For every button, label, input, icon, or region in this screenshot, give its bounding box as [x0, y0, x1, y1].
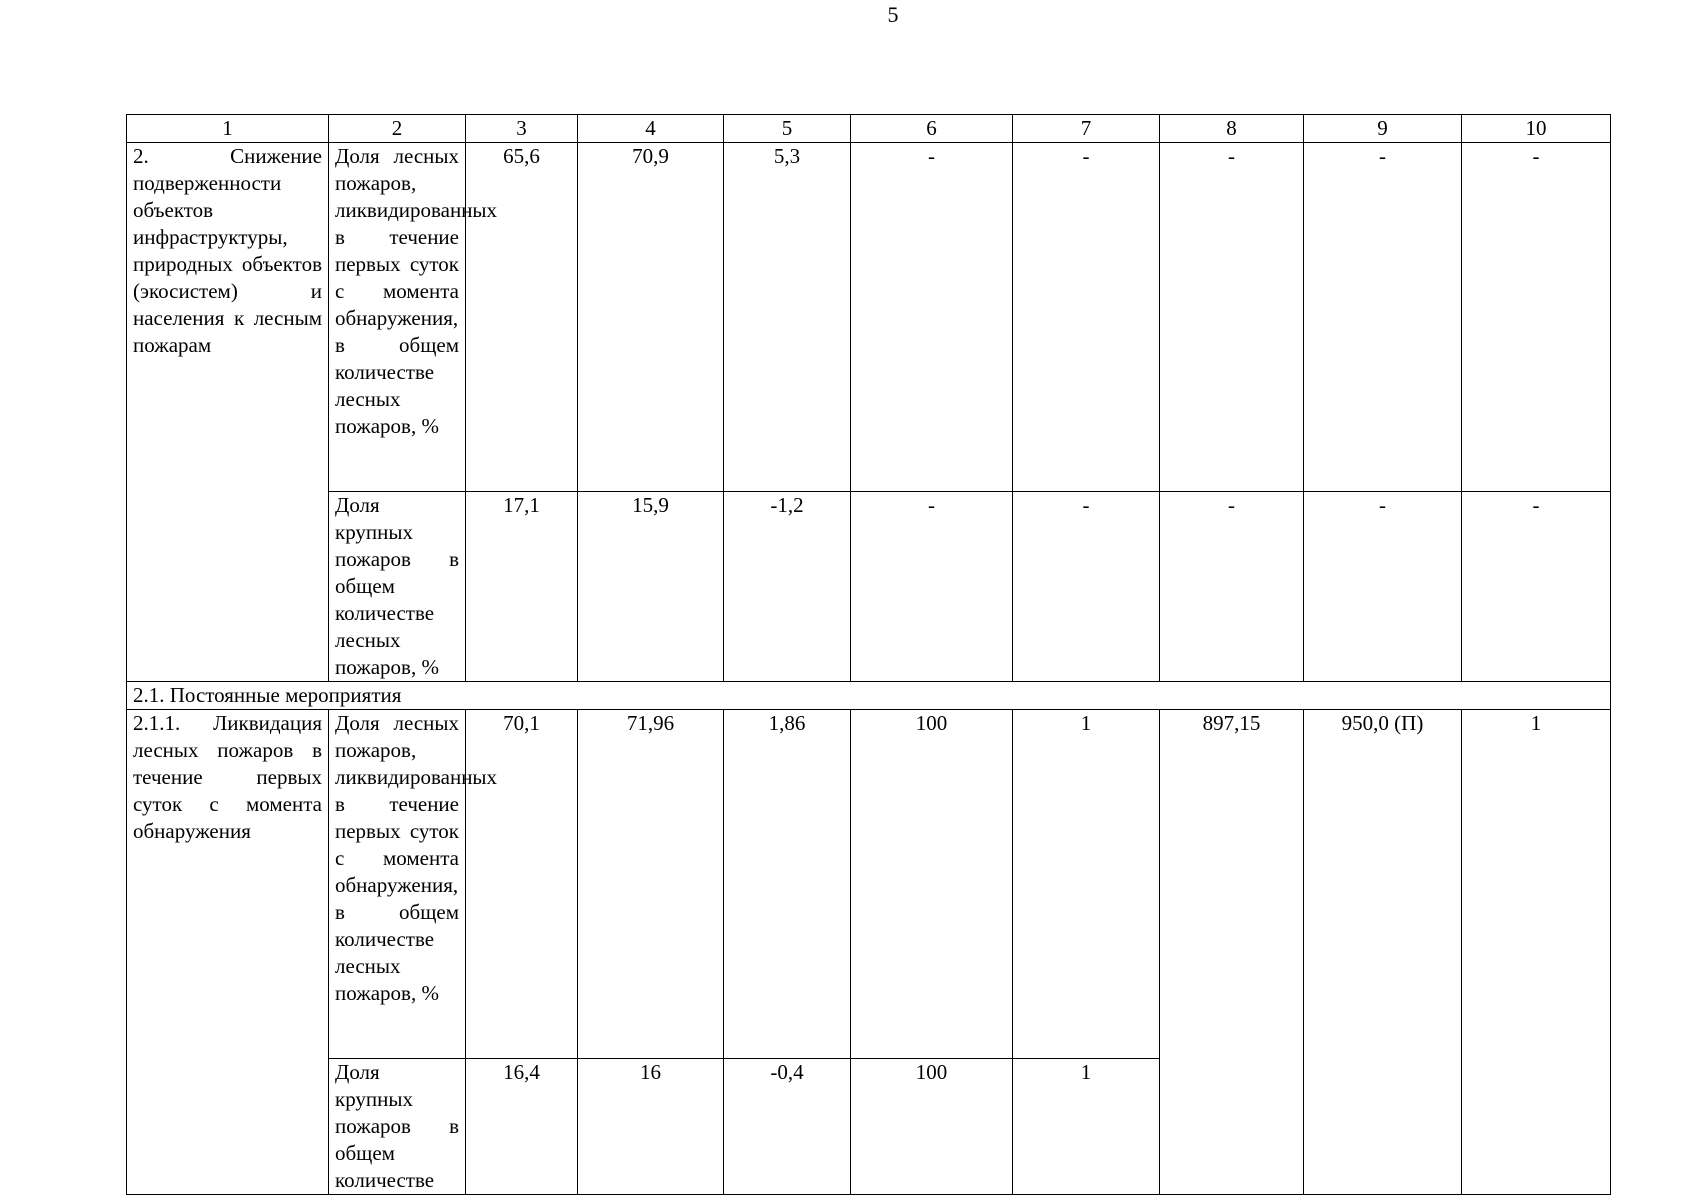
- value-cell: 1,86: [724, 710, 851, 1059]
- header-cell: 7: [1013, 115, 1160, 143]
- value-cell: -: [1462, 143, 1611, 492]
- header-cell: 1: [127, 115, 329, 143]
- value-cell: 70,9: [578, 143, 724, 492]
- value-cell: -: [1304, 492, 1462, 682]
- indicator-cell: Доля лесных пожаров, ликвидированных в течение первых суток с момента обнаружения, в общем количестве лесных пожаров, %: [329, 143, 466, 492]
- measure-cell: 2.1.1. Ликвидация лесных пожаров в течение первых суток с момента обнаружения: [127, 710, 329, 1195]
- table-row: [127, 492, 1611, 682]
- header-cell: 2: [329, 115, 466, 143]
- value-cell: 5,3: [724, 143, 851, 492]
- value-cell: 17,1: [466, 492, 578, 682]
- value-cell: 1: [1013, 710, 1160, 1059]
- value-cell: -: [1304, 143, 1462, 492]
- value-cell: -: [851, 143, 1013, 492]
- value-cell: -0,4: [724, 1059, 851, 1195]
- header-row: [127, 115, 1611, 143]
- value-cell: 15,9: [578, 492, 724, 682]
- value-cell: 16,4: [466, 1059, 578, 1195]
- header-cell: 6: [851, 115, 1013, 143]
- value-cell: -: [1160, 143, 1304, 492]
- header-cell: 3: [466, 115, 578, 143]
- header-cell: 10: [1462, 115, 1611, 143]
- indicators-table: [126, 114, 1611, 1195]
- header-cell: 8: [1160, 115, 1304, 143]
- value-cell: -: [851, 492, 1013, 682]
- goal-cell: 2. Снижение подверженности объектов инфраструктуры, природных объектов (экосистем) и населения к лесным пожарам: [127, 143, 329, 682]
- value-cell: 16: [578, 1059, 724, 1195]
- table-row: [127, 143, 1611, 492]
- value-cell: -: [1013, 143, 1160, 492]
- indicator-cell: Доля крупных пожаров в общем количестве: [329, 1059, 466, 1195]
- value-cell: 897,15: [1160, 710, 1304, 1195]
- value-cell: 1: [1462, 710, 1611, 1195]
- value-cell: 71,96: [578, 710, 724, 1059]
- table-row: [127, 710, 1611, 1059]
- value-cell: -1,2: [724, 492, 851, 682]
- section-row: [127, 682, 1611, 710]
- value-cell: -: [1462, 492, 1611, 682]
- page-number: 5: [887, 2, 899, 27]
- value-cell: 65,6: [466, 143, 578, 492]
- section-title: 2.1. Постоянные мероприятия: [127, 682, 1611, 710]
- header-cell: 9: [1304, 115, 1462, 143]
- value-cell: -: [1013, 492, 1160, 682]
- value-cell: 100: [851, 710, 1013, 1059]
- header-cell: 5: [724, 115, 851, 143]
- value-cell: -: [1160, 492, 1304, 682]
- value-cell: 100: [851, 1059, 1013, 1195]
- indicator-cell: Доля лесных пожаров, ликвидированных в течение первых суток с момента обнаружения, в общем количестве лесных пожаров, %: [329, 710, 466, 1059]
- header-cell: 4: [578, 115, 724, 143]
- indicator-cell: Доля крупных пожаров в общем количестве лесных пожаров, %: [329, 492, 466, 682]
- value-cell: 70,1: [466, 710, 578, 1059]
- value-cell: 1: [1013, 1059, 1160, 1195]
- value-cell: 950,0 (П): [1304, 710, 1462, 1195]
